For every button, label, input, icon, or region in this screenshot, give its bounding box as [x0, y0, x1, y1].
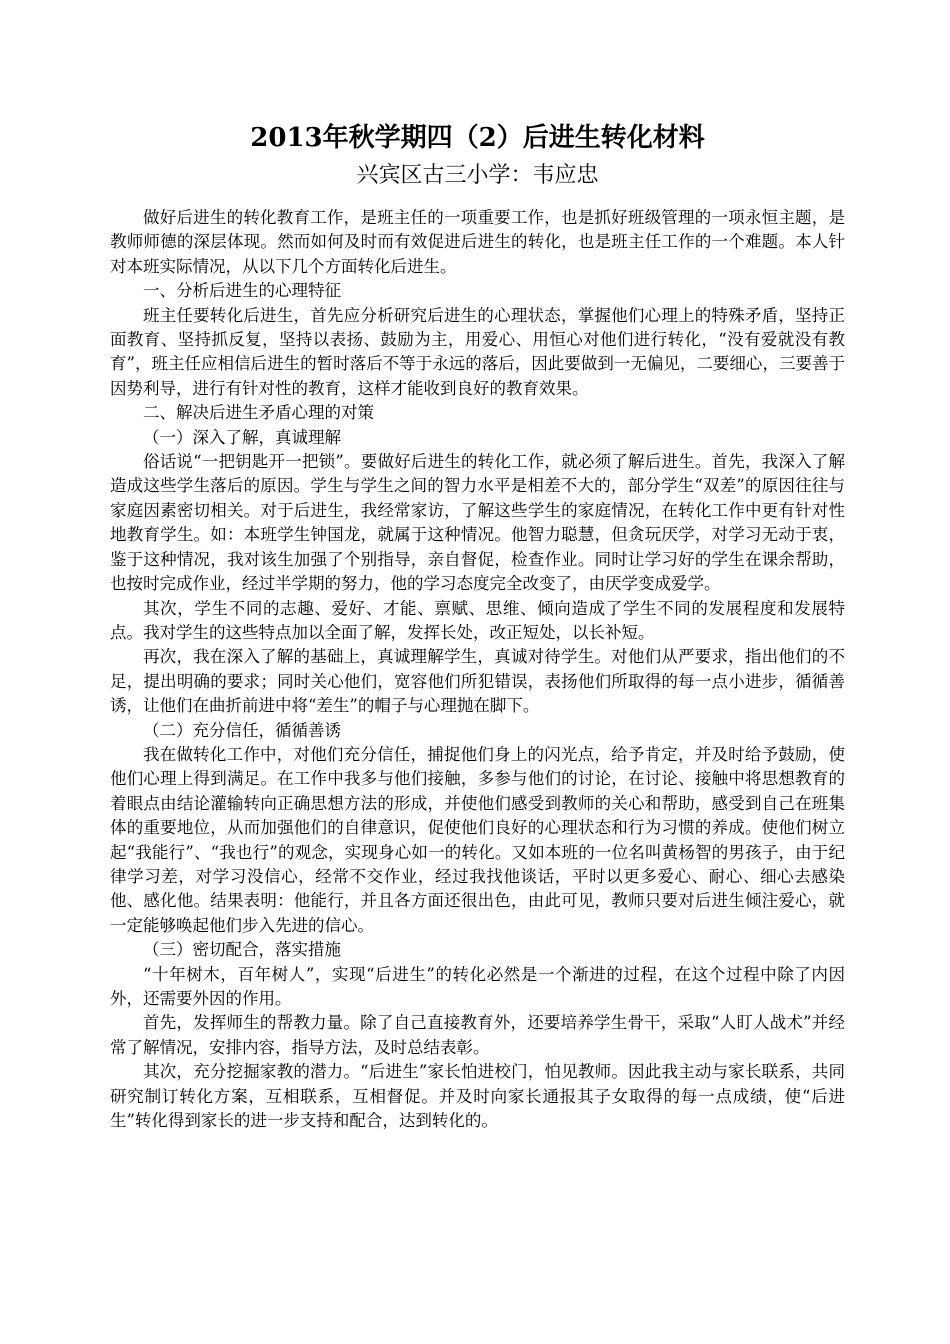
paragraph-intro: 做好后进生的转化教育工作，是班主任的一项重要工作，也是抓好班级管理的一项永恒主题，是教师师德的深层体现。然而如何及时而有效促进后进生的转化，也是班主任工作的一个难题。本人针对本班实际情况，从以下几个方面转化后进生。 — [110, 208, 845, 276]
document-title: 2013年秋学期四（2）后进生转化材料 — [250, 123, 705, 153]
subsection-heading-1: （一）深入了解，真诚理解 — [143, 427, 341, 447]
paragraph: 再次，我在深入了解的基础上，真诚理解学生，真诚对待学生。对他们从严要求，指出他们的不足，提出明确的要求；同时关心他们，宽容他们所犯错误，表扬他们所取得的每一点小进步，循循善诱，让他们在曲折前进中将“差生”的帽子与心理抛在脚下。 — [110, 647, 845, 716]
paragraph: 首先，发挥师生的帮教力量。除了自己直接教育外，还要培养学生骨干，采取“人盯人战术”并经常了解情况，安排内容，指导方法，及时总结表彰。 — [110, 1013, 845, 1057]
document-body — [110, 206, 845, 1133]
paragraph: 班主任要转化后进生，首先应分析研究后进生的心理状态，掌握他们心理上的特殊矛盾，坚持正面教育、坚持抓反复，坚持以表扬、鼓励为主，用爱心、用恒心对他们进行转化，“没有爱就没有教育”，班主任应相信后进生的暂时落后不等于永远的落后，因此要做到一无偏见，二要细心，三要善于因势利导，进行有针对性的教育，这样才能收到良好的教育效果。 — [110, 305, 845, 398]
subsection-heading-3: （三）密切配合，落实措施 — [143, 940, 341, 960]
paragraph: 我在做转化工作中，对他们充分信任，捕捉他们身上的闪光点，给予肯定，并及时给予鼓励，使他们心理上得到满足。在工作中我多与他们接触，多参与他们的讨论，在讨论、接触中将思想教育的着眼点由结论灌输转向正确思想方法的形成，并使他们感受到教师的关心和帮助，感受到自己在班集体的重要地位，从而加强他们的自律意识，促使他们良好的心理状态和行为习惯的养成。使他们树立起“我能行”、“我也行”的观念，实现身心如一的转化。又如本班的一位名叫黄杨智的男孩子，由于纪律学习差，对学习没信心，经常不交作业，经过我找他谈话，平时以更多爱心、耐心、细心去感染他、感化他。结果表明：他能行，并且各方面还很出色，由此可见，教师只要对后进生倾注爱心，就一定能够唤起他们步入先进的信心。 — [110, 744, 845, 935]
document-author: 兴宾区古三小学：韦应忠 — [356, 163, 599, 188]
section-heading-1: 一、分析后进生的心理特征 — [143, 281, 341, 301]
paragraph: 俗话说“一把钥匙开一把锁”。要做好后进生的转化工作，就必须了解后进生。首先，我深入了解造成这些学生落后的原因。学生与学生之间的智力水平是相差不大的，部分学生“双差”的原因往往与家庭因素密切相关。对于后进生，我经常家访，了解这些学生的家庭情况，在转化工作中更有针对性地教育学生。如：本班学生钟国龙，就属于这种情况。他智力聪慧，但贪玩厌学，对学习无动于衷，鉴于这种情况，我对该生加强了个别指导，亲自督促，检查作业。同时让学习好的学生在课余帮助，也按时完成作业，经过半学期的努力，他的学习态度完全改变了，由厌学变成爱学。 — [110, 452, 845, 594]
section-heading-2: 二、解决后进生矛盾心理的对策 — [143, 403, 374, 423]
subsection-heading-2: （二）充分信任，循循善诱 — [143, 720, 341, 740]
paragraph: 其次，学生不同的志趣、爱好、才能、禀赋、思维、倾向造成了学生不同的发展程度和发展特点。我对学生的这些特点加以全面了解，发挥长处，改正短处，以长补短。 — [110, 598, 845, 642]
paragraph: 其次，充分挖掘家教的潜力。“后进生”家长怕进校门，怕见教师。因此我主动与家长联系，共同研究制订转化方案，互相联系，互相督促。并及时向家长通报其子女取得的每一点成绩，使“后进生”转化得到家长的进一步支持和配合，达到转化的。 — [110, 1062, 845, 1131]
document-page — [110, 118, 845, 1133]
paragraph: “十年树木，百年树人”，实现“后进生”的转化必然是一个渐进的过程，在这个过程中除了内因外，还需要外因的作用。 — [110, 964, 845, 1008]
